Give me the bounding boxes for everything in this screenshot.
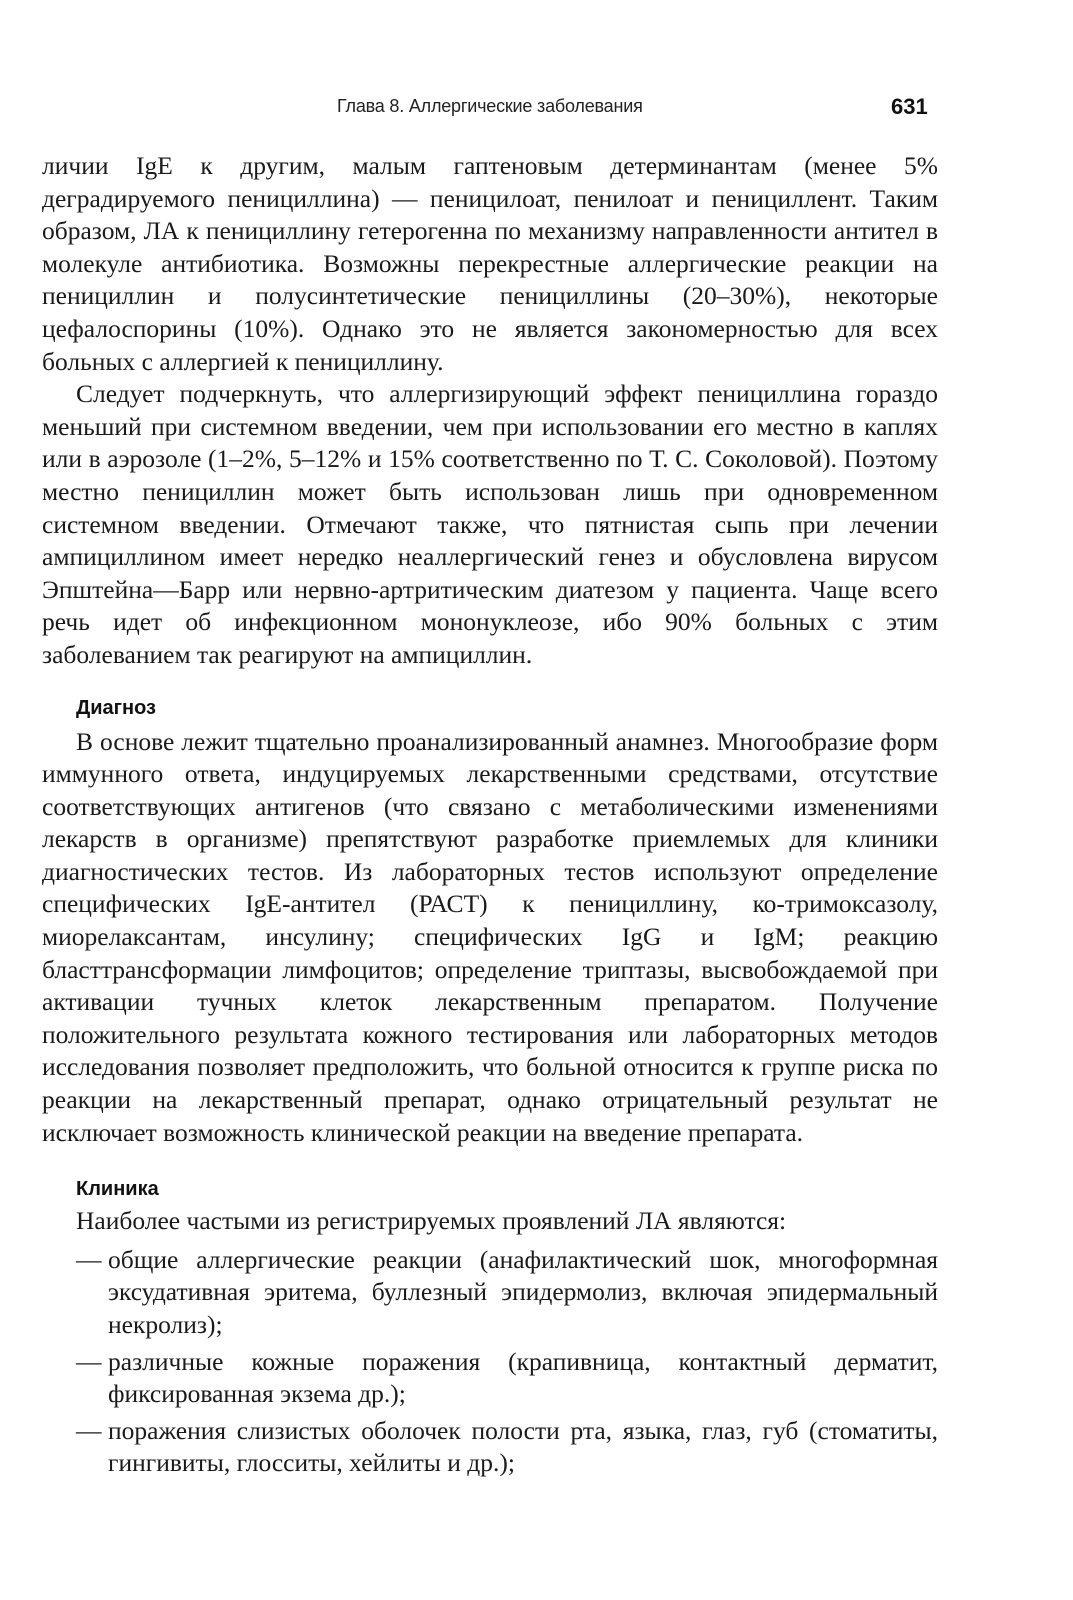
page-header xyxy=(0,96,1073,126)
paragraph: В основе лежит тщательно проанализированный анамнез. Многообразие форм иммунного ответа, индуцируемых лекарственными средствами, отсутствие соответствующих антигенов (что связано с метаболическими изменениями лекарств в организме) препятствуют разработке приемлемых для клиники диагностических тестов. Из лабораторных тестов используют определение специфических IgE-антител (РАСТ) к пенициллину, ко-тримоксазолу, миорелаксантам, инсулину; специфических IgG и IgM; реакцию бласттрансформации лимфоцитов; определение триптазы, высвобождаемой при активации тучных клеток лекарственным препаратом. Получение положительного результата кожного тестирования или лабораторных методов исследования позволяет предположить, что больной относится к группе риска по реакции на лекарственный препарат, однако отрицательный результат не исключает возможность клинической реакции на введение препарата. xyxy=(42,726,938,1147)
section-heading-diagnosis: Диагноз xyxy=(76,696,156,719)
list-item: — различные кожные поражения (крапивница, контактный дерматит, фиксированная экзема др.); xyxy=(42,1346,938,1411)
list-item: — поражения слизистых оболочек полости рта, языка, глаз, губ (стоматиты, гингивиты, глосситы, хейлиты и др.); xyxy=(42,1415,938,1480)
paragraph: Наиболее частыми из регистрируемых проявлений ЛА являются: xyxy=(76,1206,787,1236)
list-item: — общие аллергические реакции (анафилактический шок, многоформная эксудативная эритема, буллезный эпидермолиз, включая эпидермальный некролиз); xyxy=(42,1244,938,1342)
running-head: Глава 8. Аллергические заболевания xyxy=(337,96,643,116)
paragraph: личии IgE к другим, малым гаптеновым детерминантам (менее 5% деградируемого пенициллина) — пеницилоат, пенилоат и пенициллент. Таким образом, ЛА к пенициллину гетерогенна по механизму направленности антител в молекуле антибиотика. Возможны перекрестные аллергические реакции на пенициллин и полусинтетические пенициллины (20–30%), некоторые цефалоспорины (10%). Однако это не является закономерностью для всех больных с аллергией к пенициллину. xyxy=(42,151,938,376)
manifestations-list xyxy=(42,1244,938,1480)
page-body xyxy=(42,150,938,1484)
section-heading-clinic: Клиника xyxy=(76,1178,159,1201)
page-number: 631 xyxy=(891,94,928,119)
paragraph: Следует подчеркнуть, что аллергизирующий эффект пенициллина гораздо меньший при системном введении, чем при использовании его местно в каплях или в аэрозоле (1–2%, 5–12% и 15% соответственно по Т. С. Соколовой). Поэтому местно пенициллин может быть использован лишь при одновременном системном введении. Отмечают также, что пятнистая сыпь при лечении ампициллином имеет нередко неаллергический генез и обусловлена вирусом Эпштейна—Барр или нервно-артритическим диатезом у пациента. Чаще всего речь идет об инфекционном мононуклеозе, ибо 90% больных с этим заболеванием так реагируют на ампициллин. xyxy=(42,379,938,669)
